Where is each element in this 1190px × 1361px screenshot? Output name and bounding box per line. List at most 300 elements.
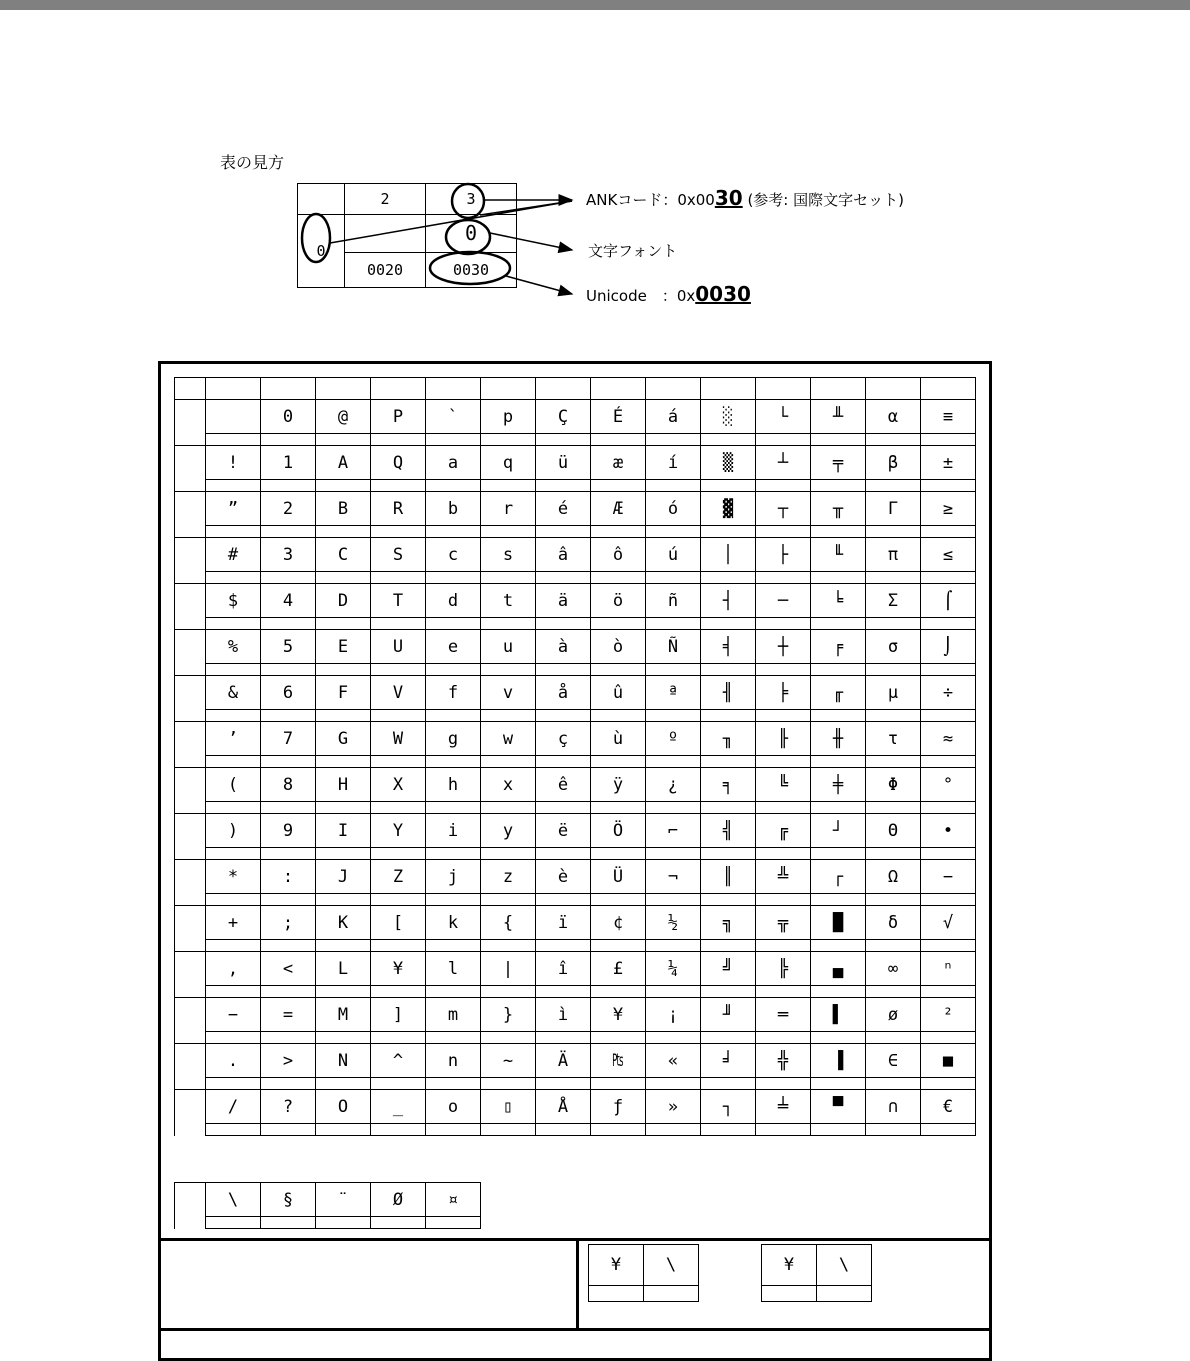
legend-title: 表の見方 [220,153,285,172]
code-cell [701,1078,756,1090]
row-header [175,722,206,768]
code-cell [646,802,701,814]
code-row [175,1124,976,1136]
code-cell [646,572,701,584]
code-cell [591,1032,646,1044]
glyph-row [175,630,976,664]
extra-code-cell [426,1217,481,1229]
code-cell [426,940,481,952]
code-cell [811,618,866,630]
glyph-cell: ^ [371,1044,426,1078]
code-cell [921,986,976,998]
legend-ank-label: ANKコード：0x0030 (参考: 国際文字セット) [586,186,904,210]
code-cell [481,894,536,906]
code-cell [261,434,316,446]
glyph-cell: A [316,446,371,480]
code-cell [866,940,921,952]
glyph-cell: ü [536,446,591,480]
glyph-row [175,584,976,618]
code-cell [921,1078,976,1090]
code-cell [591,710,646,722]
glyph-cell: û [591,676,646,710]
glyph-cell: ø [866,998,921,1032]
code-cell [866,434,921,446]
code-cell [756,802,811,814]
glyph-cell: , [206,952,261,986]
glyph-cell: ╬ [756,1044,811,1078]
glyph-cell: ≈ [921,722,976,756]
glyph-cell: v [481,676,536,710]
code-cell [316,710,371,722]
code-cell [261,802,316,814]
code-cell [591,572,646,584]
row-header [175,400,206,446]
code-row [175,1078,976,1090]
code-cell [921,618,976,630]
row-header [175,814,206,860]
extra-code-cell [206,1217,261,1229]
column-header [261,378,316,400]
code-row [175,526,976,538]
code-cell [921,848,976,860]
glyph-cell: ╜ [701,998,756,1032]
code-cell [481,526,536,538]
glyph-cell: Q [371,446,426,480]
bottom-divider [161,1238,989,1241]
glyph-cell: ì [536,998,591,1032]
code-cell [756,572,811,584]
code-cell [591,526,646,538]
glyph-cell: ê [536,768,591,802]
glyph-cell: C [316,538,371,572]
glyph-cell: ┘ [811,814,866,848]
glyph-cell: _ [371,1090,426,1124]
glyph-cell: ô [591,538,646,572]
code-cell [811,572,866,584]
code-cell [701,940,756,952]
glyph-cell: ▯ [481,1090,536,1124]
row-header [175,1090,206,1136]
code-cell [591,894,646,906]
glyph-cell: æ [591,446,646,480]
code-cell [921,1124,976,1136]
code-row [175,480,976,492]
code-cell [206,756,261,768]
glyph-cell: } [481,998,536,1032]
code-cell [261,848,316,860]
code-cell [866,802,921,814]
bottom-vertical-divider [576,1238,579,1328]
glyph-cell: ┬ [756,492,811,526]
glyph-cell: N [316,1044,371,1078]
mini-a-code-2 [644,1286,699,1302]
code-cell [261,1078,316,1090]
glyph-cell: u [481,630,536,664]
glyph-cell: y [481,814,536,848]
glyph-cell: ┤ [701,584,756,618]
glyph-row [175,676,976,710]
row-header [175,492,206,538]
glyph-cell: Θ [866,814,921,848]
code-cell [591,848,646,860]
glyph-cell: ¥ [371,952,426,986]
glyph-cell: Ω [866,860,921,894]
code-cell [261,618,316,630]
extra-glyph-cell: ¨ [316,1183,371,1217]
extra-glyph-cell: \ [206,1183,261,1217]
code-cell [646,894,701,906]
glyph-cell: { [481,906,536,940]
code-cell [371,480,426,492]
code-cell [921,1032,976,1044]
extra-character-table [174,1182,481,1229]
code-cell [866,986,921,998]
glyph-cell: R [371,492,426,526]
glyph-cell: H [316,768,371,802]
code-cell [756,894,811,906]
row-header [175,676,206,722]
code-cell [921,434,976,446]
glyph-cell: ú [646,538,701,572]
code-cell [811,986,866,998]
glyph-cell: µ [866,676,921,710]
glyph-row [175,952,976,986]
glyph-cell: α [866,400,921,434]
code-cell [206,526,261,538]
code-cell [426,480,481,492]
glyph-cell: % [206,630,261,664]
glyph-cell: € [921,1090,976,1124]
code-cell [261,572,316,584]
column-header [646,378,701,400]
code-cell [371,940,426,952]
code-cell [591,1124,646,1136]
code-cell [426,756,481,768]
glyph-cell: l [426,952,481,986]
glyph-cell: Ñ [646,630,701,664]
code-cell [921,480,976,492]
glyph-cell: ± [921,446,976,480]
glyph-cell: ╔ [756,814,811,848]
glyph-cell: 9 [261,814,316,848]
glyph-cell [206,400,261,434]
legend-circle-row [302,214,330,262]
glyph-cell: V [371,676,426,710]
glyph-cell: ⌠ [921,584,976,618]
code-cell [756,480,811,492]
glyph-cell: ╒ [811,630,866,664]
code-cell [646,434,701,446]
code-cell [426,848,481,860]
code-cell [811,526,866,538]
glyph-cell: O [316,1090,371,1124]
glyph-cell: ┼ [756,630,811,664]
code-row [175,710,976,722]
character-table [174,377,976,1136]
code-cell [371,986,426,998]
glyph-cell: q [481,446,536,480]
row-header [175,446,206,492]
glyph-cell: Ö [591,814,646,848]
glyph-row [175,400,976,434]
glyph-cell: ╝ [701,952,756,986]
glyph-cell: T [371,584,426,618]
extra-code-cell [261,1217,316,1229]
glyph-row [175,446,976,480]
glyph-cell: 3 [261,538,316,572]
glyph-cell: a [426,446,481,480]
extra-code-cell [371,1217,426,1229]
code-cell [316,618,371,630]
code-cell [426,1078,481,1090]
code-cell [866,710,921,722]
code-cell [426,710,481,722]
code-cell [536,480,591,492]
code-cell [811,434,866,446]
code-cell [371,848,426,860]
glyph-cell: á [646,400,701,434]
row-header [175,1044,206,1090]
glyph-cell: » [646,1090,701,1124]
glyph-cell: ╚ [756,768,811,802]
code-cell [371,1032,426,1044]
glyph-cell: █ [811,906,866,940]
code-cell [701,756,756,768]
code-cell [206,572,261,584]
column-header [811,378,866,400]
glyph-cell: ╡ [701,630,756,664]
code-cell [481,986,536,998]
glyph-cell: r [481,492,536,526]
code-cell [316,986,371,998]
code-cell [371,618,426,630]
glyph-cell: f [426,676,481,710]
code-cell [921,756,976,768]
glyph-cell: L [316,952,371,986]
code-cell [426,1124,481,1136]
glyph-cell: X [371,768,426,802]
mini-b-glyph-1: ¥ [762,1245,817,1286]
glyph-cell: ö [591,584,646,618]
code-cell [701,848,756,860]
glyph-cell: 0 [261,400,316,434]
code-cell [921,802,976,814]
code-cell [866,894,921,906]
glyph-cell: ≤ [921,538,976,572]
glyph-cell: ª [646,676,701,710]
glyph-cell: ┐ [701,1090,756,1124]
glyph-cell: Ä [536,1044,591,1078]
glyph-cell: £ [591,952,646,986]
code-row [175,756,976,768]
glyph-row [175,722,976,756]
glyph-cell: m [426,998,481,1032]
code-cell [316,664,371,676]
code-cell [426,1032,481,1044]
glyph-cell: W [371,722,426,756]
glyph-cell: ¼ [646,952,701,986]
code-cell [591,940,646,952]
glyph-cell: ╥ [811,492,866,526]
glyph-cell: ¬ [646,860,701,894]
glyph-cell: è [536,860,591,894]
glyph-cell: g [426,722,481,756]
glyph-cell: ▌ [811,998,866,1032]
glyph-cell: P [371,400,426,434]
glyph-cell: ∈ [866,1044,921,1078]
code-cell [316,940,371,952]
glyph-cell: I [316,814,371,848]
glyph-cell: = [261,998,316,1032]
code-cell [866,526,921,538]
glyph-cell: 4 [261,584,316,618]
code-cell [206,802,261,814]
glyph-cell: K [316,906,371,940]
glyph-cell: ║ [701,860,756,894]
code-cell [536,986,591,998]
code-cell [316,480,371,492]
glyph-cell: | [481,952,536,986]
glyph-row [175,906,976,940]
code-cell [426,894,481,906]
code-cell [591,1078,646,1090]
code-row [175,618,976,630]
glyph-cell: ▓ [701,492,756,526]
code-cell [756,1032,811,1044]
glyph-cell: ╘ [811,584,866,618]
glyph-cell: ╧ [756,1090,811,1124]
code-cell [481,572,536,584]
glyph-cell: ¿ [646,768,701,802]
glyph-cell: : [261,860,316,894]
glyph-cell: ù [591,722,646,756]
code-cell [371,1124,426,1136]
glyph-row [175,768,976,802]
glyph-cell: ╩ [756,860,811,894]
code-cell [426,986,481,998]
glyph-cell: ` [426,400,481,434]
glyph-cell: ] [371,998,426,1032]
column-header [756,378,811,400]
glyph-cell: d [426,584,481,618]
code-cell [316,1032,371,1044]
row-header [175,860,206,906]
glyph-cell: É [591,400,646,434]
code-cell [206,1032,261,1044]
code-cell [206,1078,261,1090]
code-cell [426,526,481,538]
glyph-cell: 1 [261,446,316,480]
glyph-cell: ╞ [756,676,811,710]
glyph-cell: ╨ [811,400,866,434]
legend-code-b: 0030 [426,252,517,288]
code-cell [206,434,261,446]
glyph-cell: σ [866,630,921,664]
row-header [175,906,206,952]
code-cell [811,802,866,814]
glyph-cell: ë [536,814,591,848]
row-header [175,538,206,584]
mini-table-a [588,1244,699,1302]
legend-glyph-b: 0 [426,215,517,253]
glyph-cell: í [646,446,701,480]
code-cell [316,802,371,814]
legend-circle-glyph [446,220,490,254]
code-cell [536,802,591,814]
glyph-cell: ∩ [866,1090,921,1124]
code-cell [481,756,536,768]
code-cell [701,802,756,814]
extra-row-header [175,1183,206,1229]
column-header [481,378,536,400]
code-cell [481,434,536,446]
code-cell [646,756,701,768]
glyph-cell: ( [206,768,261,802]
extra-glyph-cell: Ø [371,1183,426,1217]
row-header [175,768,206,814]
code-cell [756,434,811,446]
glyph-cell: ■ [921,1044,976,1078]
glyph-row [175,538,976,572]
code-row [175,1032,976,1044]
code-row [175,434,976,446]
column-header [371,378,426,400]
glyph-cell: • [921,814,976,848]
glyph-cell: # [206,538,261,572]
code-cell [701,664,756,676]
code-row [175,802,976,814]
glyph-cell: ∞ [866,952,921,986]
column-header [591,378,646,400]
glyph-cell: ╦ [756,906,811,940]
code-cell [701,480,756,492]
glyph-cell: j [426,860,481,894]
code-cell [811,894,866,906]
glyph-cell: ╠ [756,952,811,986]
row-header [175,998,206,1044]
glyph-row [175,998,976,1032]
mini-b-code-2 [817,1286,872,1302]
code-cell [536,664,591,676]
code-cell [206,480,261,492]
glyph-cell: ~ [481,1044,536,1078]
glyph-cell: π [866,538,921,572]
glyph-cell: ¢ [591,906,646,940]
code-cell [206,986,261,998]
glyph-cell: ┌ [811,860,866,894]
code-cell [646,1124,701,1136]
glyph-cell: J [316,860,371,894]
code-cell [756,756,811,768]
code-cell [481,1124,536,1136]
glyph-cell: ¥ [591,998,646,1032]
code-cell [921,572,976,584]
glyph-cell: e [426,630,481,664]
code-cell [371,710,426,722]
extra-glyph-cell: ¤ [426,1183,481,1217]
code-cell [481,1032,536,1044]
code-cell [756,664,811,676]
glyph-cell: U [371,630,426,664]
glyph-cell: « [646,1044,701,1078]
glyph-cell: D [316,584,371,618]
code-cell [701,434,756,446]
code-cell [206,1124,261,1136]
code-cell [481,940,536,952]
glyph-cell: ° [921,768,976,802]
code-cell [756,618,811,630]
glyph-cell: ! [206,446,261,480]
